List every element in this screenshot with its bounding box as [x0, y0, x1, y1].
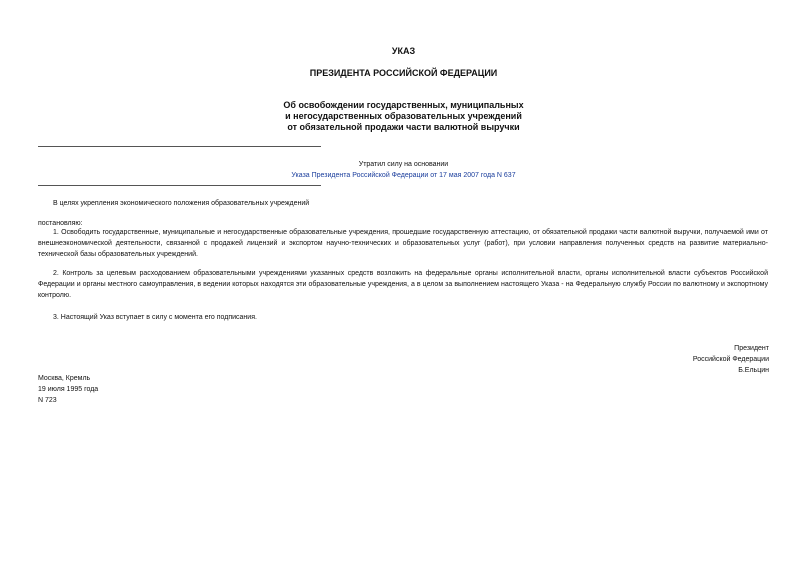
divider-top — [38, 146, 321, 147]
document-title — [0, 100, 807, 133]
place-date-block — [38, 373, 98, 406]
doc-type-heading: УКАЗ — [391, 46, 416, 56]
title-line-2: и негосударственных образовательных учреждений — [285, 111, 522, 121]
item-3-paragraph: 3. Настоящий Указ вступает в силу с момента его подписания. — [53, 314, 257, 321]
signature-title: Президент — [734, 345, 769, 352]
place: Москва, Кремль — [38, 375, 91, 382]
title-line-1: Об освобождении государственных, муниципальных — [283, 100, 524, 110]
item-2-paragraph: 2. Контроль за целевым расходованием образовательными учреждениями указанных средств возложить на федеральные органы исполнительной власти, органы исполнительной власти субъектов Российской Федерации и органы местного самоуправления, в ведении которых находятся эти образовательные учреждения, а в целом за выполнением настоящего Указа - на Федеральную службу России по валютному и экспортному контролю. — [38, 270, 768, 299]
resolve-paragraph: постановляю: — [38, 220, 83, 227]
signature-country: Российской Федерации — [692, 356, 769, 363]
document-number: N 723 — [38, 397, 57, 404]
repeal-note-label: Утратил силу на основании — [358, 161, 449, 168]
repeal-note — [0, 159, 807, 181]
title-line-3: от обязательной продажи части валютной выручки — [287, 122, 520, 132]
issuer-heading: ПРЕЗИДЕНТА РОССИЙСКОЙ ФЕДЕРАЦИИ — [309, 68, 498, 78]
signature-block — [693, 343, 769, 376]
intro-paragraph: В целях укрепления экономического положения образовательных учреждений — [53, 200, 310, 207]
divider-bottom — [38, 185, 321, 186]
date: 19 июля 1995 года — [38, 386, 99, 393]
repeal-note-link[interactable]: Указа Президента Российской Федерации от 17 мая 2007 года N 637 — [291, 172, 516, 179]
signature-name: Б.Ельцин — [738, 367, 769, 374]
item-1-paragraph: 1. Освободить государственные, муниципальные и негосударственные образовательные учреждения, прошедшие государственную аттестацию, от обязательной продажи части валютной выручки, получаемой ими от внешнеэкономической деятельности, связанной с продажей лицензий и экспортом научно-технических и образовательных услуг (работ), при условии направления полученных средств на развитие материально-технической базы образовательных учреждений. — [38, 229, 768, 258]
